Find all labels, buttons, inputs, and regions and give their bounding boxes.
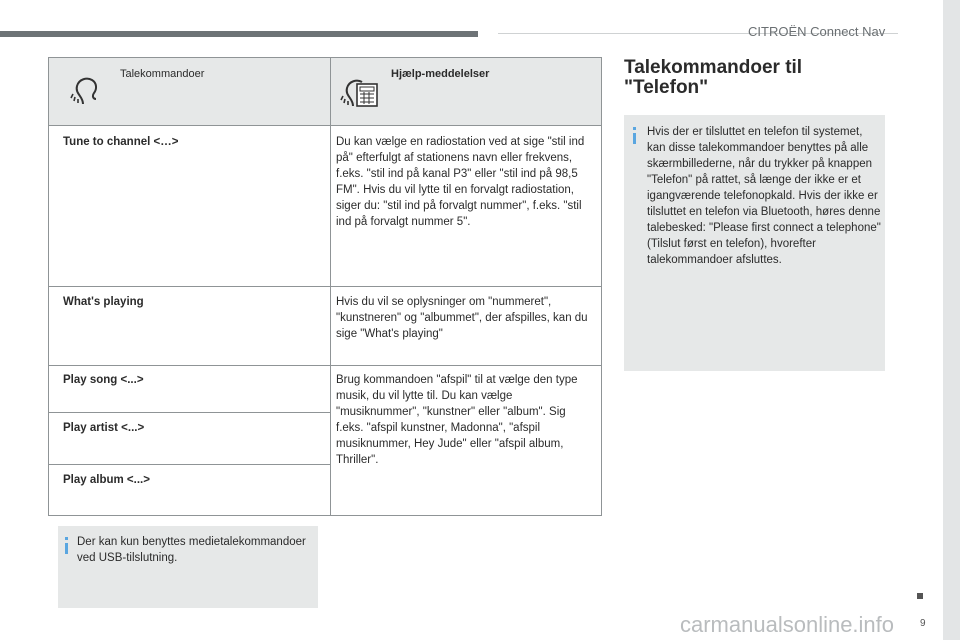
info-icon [65,537,68,540]
info-icon [633,127,636,130]
command-cell: What's playing [63,296,144,308]
voice-help-icon [339,74,379,110]
command-cell: Play album <...> [63,474,150,486]
col-header-help: Hjælp-meddelelser [391,68,490,80]
help-cell: Du kan vælge en radiostation ved at sige "stil ind på" efterfulgt af stationens navn eller frekvens, f.eks. "stil ind på kanal P3" eller "stil ind på 98,5 FM". Hvis du vil lytte til en forvalgt radiostation, siger du: "stil ind på forvalgt nummer", f.eks. "stil ind på forvalgt nummer 5". [336,136,585,228]
row-divider [49,286,601,287]
help-cell: Hvis du vil se oplysninger om "nummeret", "kunstneren" og "albummet", der afspilles, kan du sige "What's playing" [336,296,588,340]
note-text: Der kan kun benyttes medietalekommandoer ved USB-tilslutning. [77,536,306,564]
col-header-commands: Talekommandoer [120,68,205,80]
page-edge-strip [943,0,960,640]
command-cell: Tune to channel <…> [63,136,179,148]
command-cell: Play song <...> [63,374,144,386]
document-title: CITROËN Connect Nav [748,24,886,39]
watermark: carmanualsonline.info [680,612,895,637]
info-note-box [58,526,318,608]
note-text: Hvis der er tilsluttet en telefon til systemet, kan disse talekommandoer benyttes på alle skærmbillederne, når du trykker på knappen "Telefon" på rattet, så længe der ikke er et igangværende telefonopkald. Hvis der ikke er tilsluttet en telefon via Bluetooth, høres denne talebesked: "Please first connect a telephone" (Tilslut først en telefon), hvorefter talekommandoer afsluttes. [647,126,881,266]
info-note-box [624,115,885,371]
row-divider [49,365,601,366]
voice-command-icon [69,74,109,108]
info-icon [65,543,68,554]
command-cell: Play artist <...> [63,422,145,434]
row-divider [49,412,330,413]
page-number: 9 [920,618,926,629]
header-bar [0,31,478,37]
table-header [49,58,601,126]
info-icon [633,133,636,144]
voice-command-table [48,57,602,516]
section-title: Talekommandoer til "Telefon" [624,57,803,98]
page-marker [917,593,923,599]
help-cell: Brug kommandoen "afspil" til at vælge den type musik, du vil lytte til. Du kan vælge "musiknummer", "kunstner" eller "album". Sig f.eks. "afspil kunstner, Madonna", "afspil musiknummer, Hey Jude" eller "afspil album, Thriller". [336,374,578,466]
row-divider [49,464,330,465]
